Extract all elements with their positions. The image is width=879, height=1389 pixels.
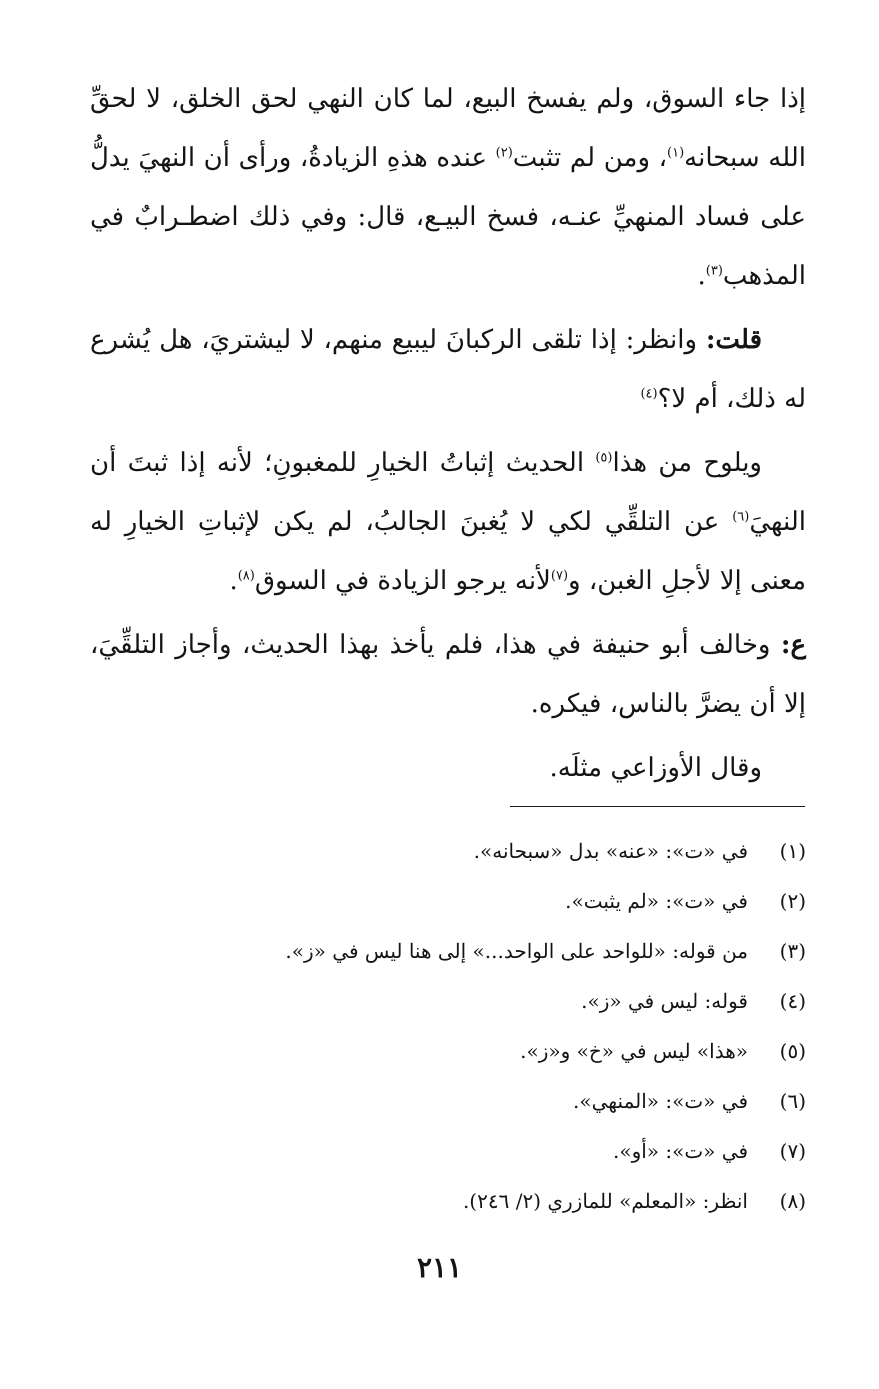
footnote-number: (٤) <box>779 989 806 1013</box>
footnote-2 <box>140 876 806 926</box>
paragraph-text: . <box>697 261 706 291</box>
footnote-number: (٣) <box>779 939 806 963</box>
paragraph-4 <box>90 616 806 734</box>
footnote-ref-3[interactable]: (٣) <box>705 263 723 279</box>
paragraph-lead-label: قلت: <box>705 325 762 355</box>
paragraph-text: عن التلقِّي لكي لا يُغبنَ الجالبُ، لم يكن لإثباتِ الخيارِ له معنى إلا لأجلِ الغبن، و <box>90 507 806 596</box>
paragraph-text: وانظر: إذا تلقى الركبانَ ليبيع منهم، لا ليشتريَ، هل يُشرع له ذلك، أم لا؟ <box>90 325 806 414</box>
footnote-ref-5[interactable]: (٥) <box>595 450 613 466</box>
footnote-number: (٥) <box>779 1039 806 1063</box>
footnote-ref-8[interactable]: (٨) <box>237 568 255 584</box>
footnote-text: من قوله: «للواحد على الواحد...» إلى هنا ليس في «ز». <box>285 939 748 963</box>
paragraph-3 <box>90 434 806 611</box>
paragraph-1 <box>90 70 806 306</box>
footnote-ref-4[interactable]: (٤) <box>640 386 658 402</box>
footnote-text: انظر: «المعلم» للمازري (٢/ ٢٤٦). <box>462 1189 748 1213</box>
paragraph-text: ويلوح من هذا <box>612 448 762 478</box>
paragraph-text: الحديث إثباتُ الخيارِ للمغبونِ؛ لأنه إذا ثبتَ أن النهيَ <box>90 448 806 537</box>
paragraph-text: وقال الأوزاعي مثلَه. <box>549 753 762 783</box>
footnote-7 <box>140 1126 806 1176</box>
footnote-separator <box>510 806 805 807</box>
main-text <box>90 70 806 803</box>
paragraph-5 <box>90 739 806 798</box>
footnote-text: في «ت»: «لم يثبت». <box>565 889 748 913</box>
footnote-ref-1[interactable]: (١) <box>667 145 685 161</box>
footnote-text: في «ت»: «أو». <box>612 1139 748 1163</box>
paragraph-text: لأنه يرجو الزيادة في السوق <box>254 566 551 596</box>
paragraph-text: عنده هذهِ الزيادةُ، ورأى أن النهيَ يدلُّ على فساد المنهيِّ عنـه، فسخ البيـع، قال: وفي ذلك اضطـرابٌ في المذهب <box>90 143 806 291</box>
footnote-text: في «ت»: «المنهي». <box>573 1089 748 1113</box>
footnote-text: «هذا» ليس في «خ» و«ز». <box>520 1039 748 1063</box>
paragraph-2 <box>90 311 806 429</box>
paragraph-text: . <box>229 566 238 596</box>
footnote-text: في «ت»: «عنه» بدل «سبحانه». <box>473 839 748 863</box>
footnote-1 <box>140 826 806 876</box>
footnote-number: (٦) <box>779 1089 806 1113</box>
paragraph-text: إذا جاء السوق، ولم يفسخ البيع، لما كان النهي لحق الخلق، لا لحقِّ الله سبحانه <box>90 84 806 173</box>
paragraph-text: وخالف أبو حنيفة في هذا، فلم يأخذ بهذا الحديث، وأجاز التلقِّيَ، إلا أن يضرَّ بالناس، فيكره. <box>90 630 806 719</box>
footnote-6 <box>140 1076 806 1126</box>
footnotes-list <box>140 826 806 1226</box>
footnote-number: (٢) <box>779 889 806 913</box>
footnote-8 <box>140 1176 806 1226</box>
paragraph-lead-label: ع: <box>780 630 806 660</box>
footnote-ref-6[interactable]: (٦) <box>732 509 750 525</box>
footnote-5 <box>140 1026 806 1076</box>
footnote-text: قوله: ليس في «ز». <box>581 989 748 1013</box>
footnote-number: (٧) <box>779 1139 806 1163</box>
page-number: ٢١١ <box>416 1251 463 1284</box>
footnote-3 <box>140 926 806 976</box>
footnote-4 <box>140 976 806 1026</box>
footnote-number: (٨) <box>779 1189 806 1213</box>
footnote-ref-2[interactable]: (٢) <box>495 145 513 161</box>
footnote-number: (١) <box>779 839 806 863</box>
footnote-ref-7[interactable]: (٧) <box>550 568 569 584</box>
paragraph-text: ، ومن لم تثبت <box>512 143 668 173</box>
